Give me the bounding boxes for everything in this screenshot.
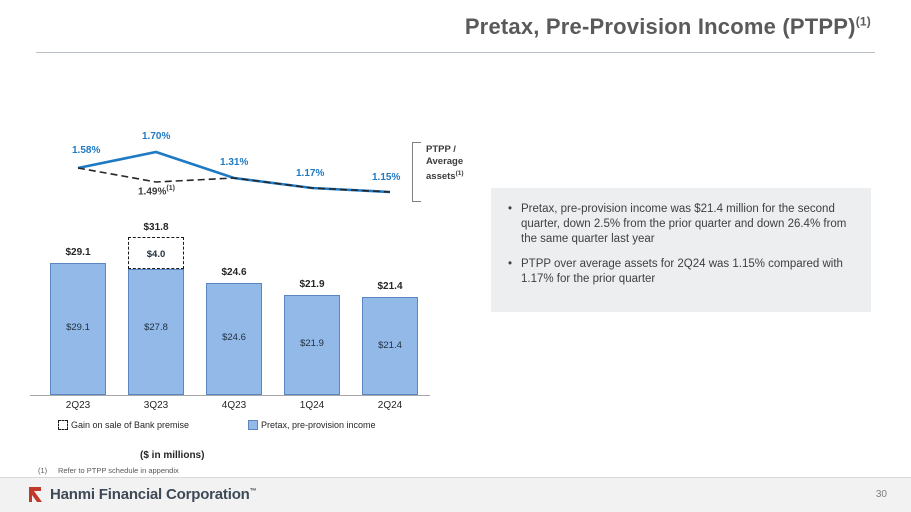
bar-gain-value-3q23: $4.0: [146, 249, 166, 260]
x-label-1q24: 1Q24: [299, 400, 325, 411]
bar-value-2q23: $29.1: [66, 322, 90, 333]
bar-total-2q24: $21.4: [377, 281, 403, 292]
ratio-label-3q23-excl-gain: [138, 185, 175, 197]
ratio-label-2q23: 1.58%: [72, 145, 101, 156]
legend-swatch-gain-icon: [58, 420, 68, 430]
bar-value-2q24: $21.4: [378, 340, 402, 351]
footnote: [38, 466, 179, 475]
brand-name-sup: ™: [249, 488, 257, 495]
page-title: [465, 14, 871, 40]
legend-item-gain-on-sale: [58, 420, 189, 430]
bar-total-3q23: $31.8: [143, 222, 169, 233]
brand-logo: [28, 486, 256, 503]
ratio-label-1q24: 1.17%: [296, 168, 325, 179]
ratio-label-4q23: 1.31%: [220, 157, 249, 168]
x-axis-labels: [30, 400, 430, 416]
x-label-2q23: 2Q23: [65, 400, 91, 411]
brand-name: [50, 486, 256, 503]
ratio-axis-caption: [426, 144, 486, 183]
chart-units-label: ($ in millions): [140, 450, 205, 461]
page-number: 30: [875, 489, 887, 500]
page-title-superscript: (1): [855, 14, 871, 29]
ratio-axis-bracket: [412, 142, 421, 202]
legend-item-ptpp: [248, 420, 376, 430]
footnote-marker: (1): [38, 466, 48, 475]
title-divider: [36, 52, 875, 53]
ratio-axis-caption-sup: (1): [455, 170, 464, 177]
ratio-label-2q24: 1.15%: [372, 172, 401, 183]
x-label-3q23: 3Q23: [143, 400, 169, 411]
ratio-axis-caption-text: PTPP / Average assets: [426, 144, 464, 183]
ratio-label-3q23-excl-gain-sup: (1): [166, 185, 175, 192]
bar-value-3q23: $27.8: [144, 322, 168, 333]
x-label-4q23: 4Q23: [221, 400, 247, 411]
hanmi-logo-svg: [28, 486, 43, 503]
ptpp-ratio-line-chart: [30, 120, 464, 220]
page-title-text: Pretax, Pre-Provision Income (PTPP): [464, 14, 856, 39]
legend-label-ptpp: Pretax, pre-provision income: [261, 420, 376, 430]
bar-total-4q23: $24.6: [221, 267, 247, 278]
ratio-label-3q23: 1.70%: [142, 131, 171, 142]
ptpp-bar-chart: [30, 222, 430, 395]
x-label-2q24: 2Q24: [377, 400, 403, 411]
x-axis-line: [30, 395, 430, 396]
hanmi-logo-icon: [28, 486, 43, 503]
bar-total-1q24: $21.9: [299, 279, 325, 290]
commentary-callout: [491, 188, 871, 312]
legend-label-gain-on-sale: Gain on sale of Bank premise: [71, 420, 190, 430]
bar-value-1q24: $21.9: [300, 338, 324, 349]
legend-swatch-ptpp-icon: [248, 420, 258, 430]
brand-name-text: Hanmi Financial Corporation: [50, 486, 250, 503]
chart-legend: [30, 420, 430, 436]
bar-value-4q23: $24.6: [222, 332, 246, 343]
ptpp-chart: [30, 120, 470, 460]
footnote-text: Refer to PTPP schedule in appendix: [58, 466, 179, 475]
bar-total-2q23: $29.1: [65, 247, 91, 258]
footer-bar: [0, 477, 911, 512]
ratio-label-3q23-excl-gain-text: 1.49%: [138, 186, 167, 198]
ratio-line-svg: [30, 120, 430, 220]
commentary-list: [491, 188, 871, 287]
commentary-bullet-1: • Pretax, pre-provision income was $21.4 million for the second quarter, down 2.5% from the prior quarter and down 26.4% from the same quarter last year: [521, 202, 853, 247]
commentary-bullet-2: • PTPP over average assets for 2Q24 was 1.15% compared with 1.17% for the prior quarter: [521, 257, 853, 287]
